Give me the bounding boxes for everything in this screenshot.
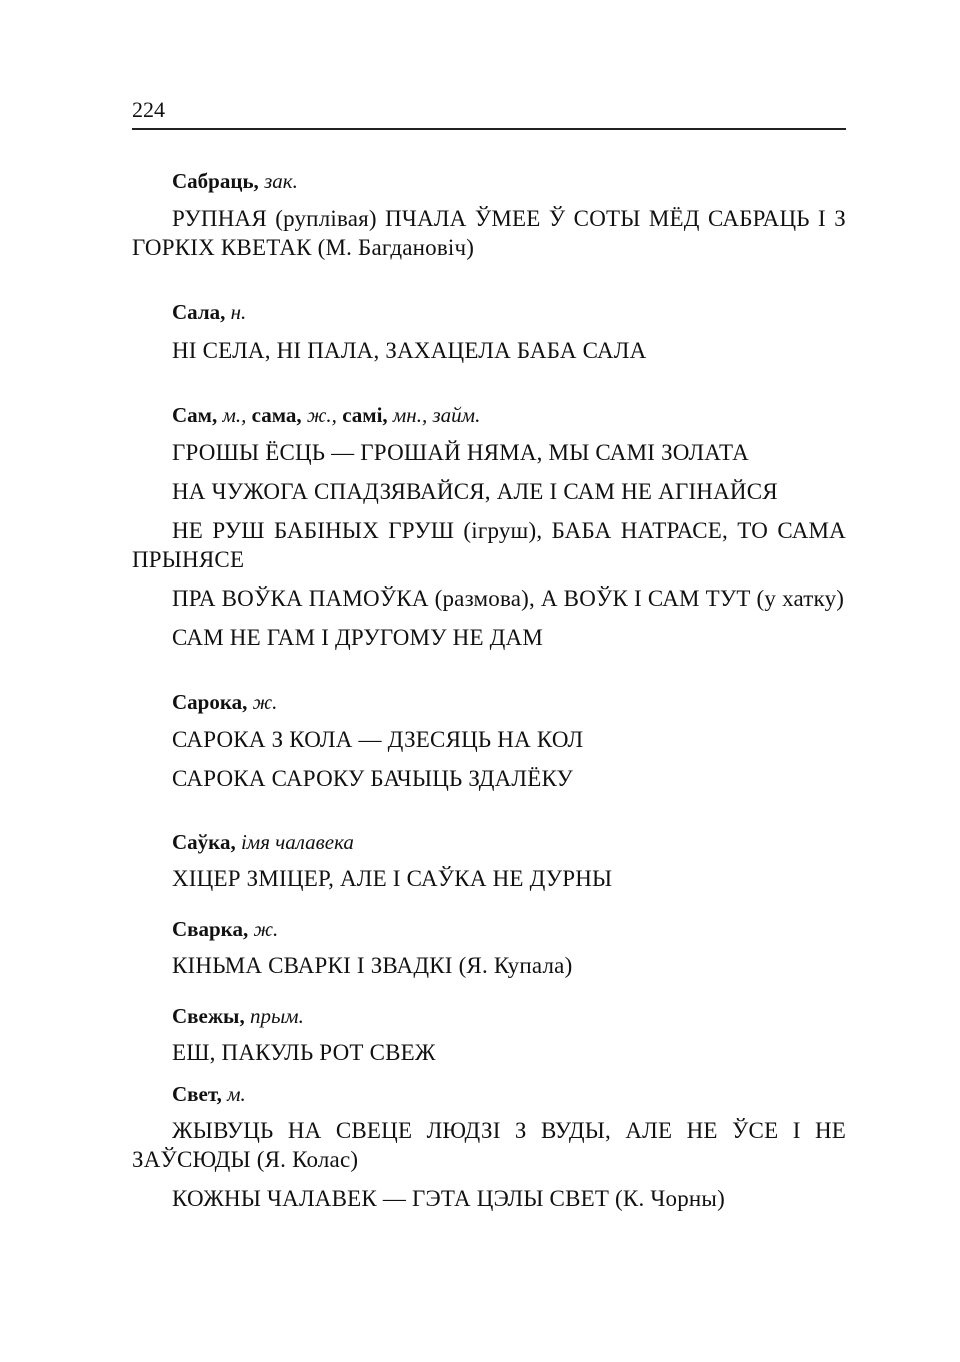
entry-sala [132,299,846,365]
entry-svezhy [132,1003,846,1067]
proverb: ЕШ, ПАКУЛЬ РОТ СВЕЖ [172,1040,436,1065]
proverb: РУПНАЯ (руплівая) ПЧАЛА ЎМЕЕ Ў СОТЫ МЁД САБРАЦЬ І З ГОРКІХ КВЕТАК (М. Багдановіч) [132,206,846,260]
entry-headword: Свет, м. [172,1082,246,1106]
proverb: НЕ РУШ БАБІНЫХ ГРУШ (ігруш), БАБА НАТРАСЕ, ТО САМА ПРЫНЯСЕ [132,518,846,572]
proverb: ГРОШЫ ЁСЦЬ — ГРОШАЙ НЯМА, МЫ САМІ ЗОЛАТА [172,440,749,465]
entries-list [132,168,846,1213]
proverb: ПРА ВОЎКА ПАМОЎКА (размова), А ВОЎК І САМ ТУТ (у хатку) [172,586,845,611]
entry-headword: Свежы, прым. [172,1004,304,1028]
entry-headword: Сам, м., сама, ж., самі, мн., займ. [172,403,481,427]
header-rule [132,128,846,130]
entry-saroka [132,689,846,793]
proverb: ЖЫВУЦЬ НА СВЕЦЕ ЛЮДЗІ З ВУДЫ, АЛЕ НЕ ЎСЕ І НЕ ЗАЎСЮДЫ (Я. Колас) [132,1118,846,1172]
proverb: НА ЧУЖОГА СПАДЗЯВАЙСЯ, АЛЕ І САМ НЕ АГІНАЙСЯ [172,479,778,504]
entry-headword: Сала, н. [172,300,247,324]
entry-sam [132,402,846,652]
entry-sabrats [132,168,846,262]
proverb: КОЖНЫ ЧАЛАВЕК — ГЭТА ЦЭЛЫ СВЕТ (К. Чорны) [172,1186,725,1211]
proverb: ХІЦЕР ЗМІЦЕР, АЛЕ І САЎКА НЕ ДУРНЫ [172,866,613,891]
entry-headword: Сабраць, зак. [172,169,298,193]
proverb: САРОКА САРОКУ БАЧЫЦЬ ЗДАЛЁКУ [172,766,574,791]
entry-headword: Саўка, імя чалавека [172,830,354,854]
entry-headword: Сварка, ж. [172,917,279,941]
proverb: САМ НЕ ГАМ І ДРУГОМУ НЕ ДАМ [172,625,543,650]
proverb: КІНЬМА СВАРКІ І ЗВАДКІ (Я. Купала) [172,953,573,978]
entry-svarka [132,916,846,980]
entry-headword: Сарока, ж. [172,690,278,714]
entry-svet [132,1081,846,1213]
proverb: САРОКА З КОЛА — ДЗЕСЯЦЬ НА КОЛ [172,727,584,752]
page-number: 224 [132,97,165,122]
entry-sauka [132,829,846,893]
proverb: НІ СЕЛА, НІ ПАЛА, ЗАХАЦЕЛА БАБА САЛА [172,338,647,363]
